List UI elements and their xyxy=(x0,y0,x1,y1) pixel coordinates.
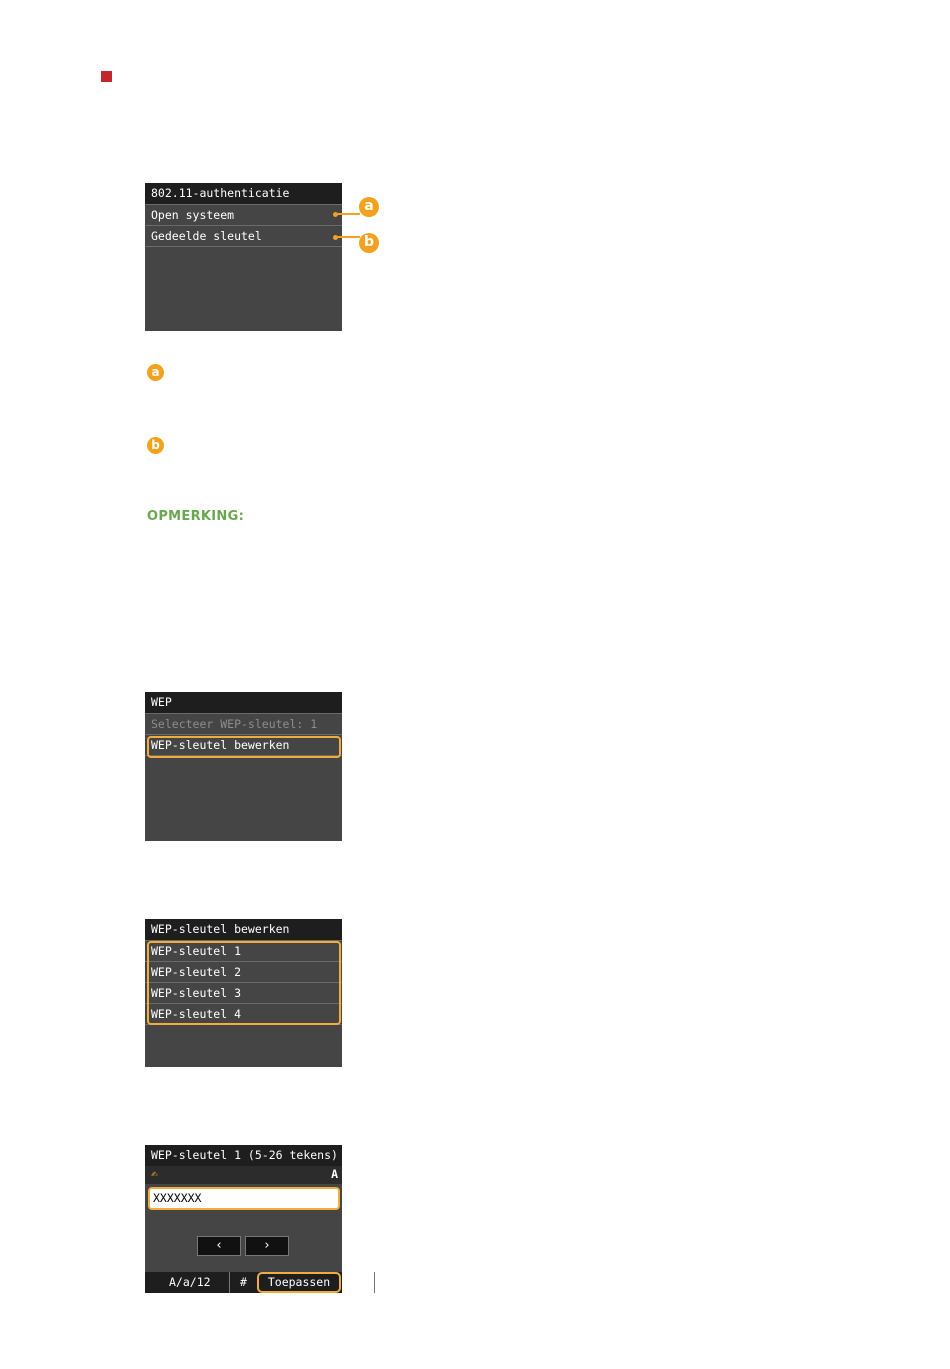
edit-wep-screen-title: WEP-sleutel bewerken xyxy=(145,919,342,941)
wep-key-input-value: XXXXXXX xyxy=(153,1191,202,1205)
menu-item-open-system[interactable]: Open systeem xyxy=(145,205,342,226)
legend-b-badge: b xyxy=(147,437,164,454)
wep-key-input-field[interactable] xyxy=(148,1187,340,1210)
edit-wep-screen xyxy=(145,919,342,1067)
menu-item-shared-key[interactable]: Gedeelde sleutel xyxy=(145,226,342,247)
menu-item-wep-key-2[interactable]: WEP-sleutel 2 xyxy=(145,962,342,983)
footer-divider-2 xyxy=(374,1272,375,1293)
input-mode-indicator: A xyxy=(331,1167,338,1181)
menu-item-wep-key-4[interactable]: WEP-sleutel 4 xyxy=(145,1004,342,1025)
callout-b-badge: b xyxy=(359,233,379,253)
auth-screen xyxy=(145,183,342,331)
legend-a-badge: a xyxy=(147,364,164,381)
menu-item-wep-key-1[interactable]: WEP-sleutel 1 xyxy=(145,941,342,962)
input-mode-toggle-button[interactable]: A/a/12 xyxy=(169,1275,211,1289)
callout-a-badge: a xyxy=(359,197,379,217)
wep-key-input-screen xyxy=(145,1145,342,1293)
cursor-right-button[interactable]: › xyxy=(245,1236,289,1256)
input-mode-row xyxy=(145,1166,342,1184)
callout-a-line xyxy=(336,213,360,215)
cursor-left-button[interactable]: ‹ xyxy=(197,1236,241,1256)
footer-divider-1 xyxy=(229,1272,230,1293)
wep-screen-title: WEP xyxy=(145,692,342,714)
symbol-button[interactable]: # xyxy=(240,1275,247,1289)
note-heading: OPMERKING: xyxy=(147,509,245,524)
auth-screen-title: 802.11-authenticatie xyxy=(145,183,342,205)
section-bullet xyxy=(101,71,112,82)
menu-item-select-wep-key: Selecteer WEP-sleutel: 1 xyxy=(145,714,342,735)
menu-item-wep-key-3[interactable]: WEP-sleutel 3 xyxy=(145,983,342,1004)
menu-item-edit-wep-key[interactable]: WEP-sleutel bewerken xyxy=(145,735,342,756)
keyboard-hand-icon: ✍ xyxy=(151,1167,158,1180)
wep-key-input-title: WEP-sleutel 1 (5-26 tekens) xyxy=(145,1145,342,1166)
callout-b-line xyxy=(336,236,360,238)
apply-button-label: Toepassen xyxy=(267,1275,331,1289)
apply-button[interactable] xyxy=(257,1272,341,1293)
wep-screen xyxy=(145,692,342,841)
